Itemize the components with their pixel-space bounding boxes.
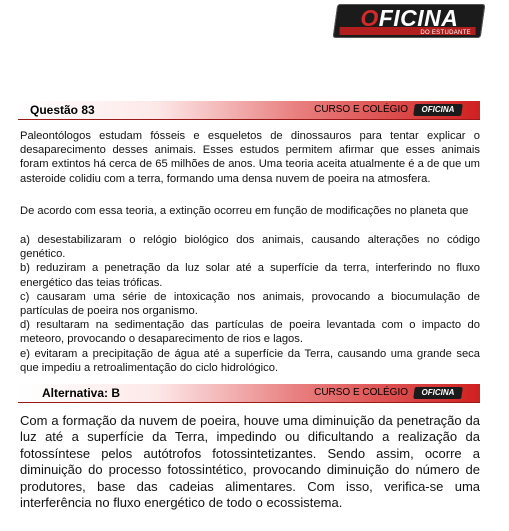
question-header-bar <box>18 101 480 120</box>
option-a: a) desestabilizaram o relógio biológico dos animais, causando alterações no código genético. <box>20 234 480 261</box>
options-list <box>20 233 480 375</box>
mini-logo: OFICINA <box>413 104 463 116</box>
option-b: b) reduziram a penetração da luz solar até a superfície da terra, interferindo no fluxo energético das teias tróficas. <box>20 262 480 289</box>
mini-logo: OFICINA <box>413 387 463 399</box>
answer-title: Alternativa: B <box>42 386 121 400</box>
logo-subtitle: DO ESTUDANTE <box>420 30 472 36</box>
option-e: e) evitaram a precipitação de água até a superfície da Terra, causando uma grande seca que impediu a retroalimentação do ciclo hidrológico. <box>20 347 480 374</box>
option-c: c) causaram uma série de intoxicação nos animais, provocando a biocumulação de partículas de poeira nos organismo. <box>20 290 480 318</box>
logo-word: OFICINA <box>360 5 459 31</box>
oficina-logo <box>333 4 486 38</box>
answer-header-bar <box>18 384 480 403</box>
answer-explanation: Com a formação da nuvem de poeira, houve uma diminuição da penetração da luz até a superfície da Terra, impedindo ou dificultando a realização da fotossíntese pelos autótrofos fotossintetizantes. Sendo assim, ocorre a diminuição do processo fotossintético, provocando diminuição do número de produtores, base das cadeias alimentares. Com isso, verifica-se uma interferência no fluxo energético de todo o ecossistema. <box>20 413 480 511</box>
option-d: d) resultaram na sedimentação das partículas de poeira levantada com o impacto do meteoro, provocando o desaparecimento de rios e lagos. <box>20 319 480 346</box>
course-label: CURSO E COLÉGIO <box>314 104 408 115</box>
course-label: CURSO E COLÉGIO <box>314 387 408 398</box>
question-intro: Paleontólogos estudam fósseis e esqueletos de dinossauros para tentar explicar o desaparecimento desses animais. Esses estudos permitem afirmar que esses animais foram extintos há cerca de 65 milhões de anos. Uma teoria aceita atualmente é a de que um asteroide colidiu com a terra, formando uma densa nuvem de poeira na atmosfera. <box>20 130 480 185</box>
question-title: Questão 83 <box>30 103 95 117</box>
question-prompt: De acordo com essa teoria, a extinção ocorreu em função de modificações no planeta que <box>20 205 469 217</box>
